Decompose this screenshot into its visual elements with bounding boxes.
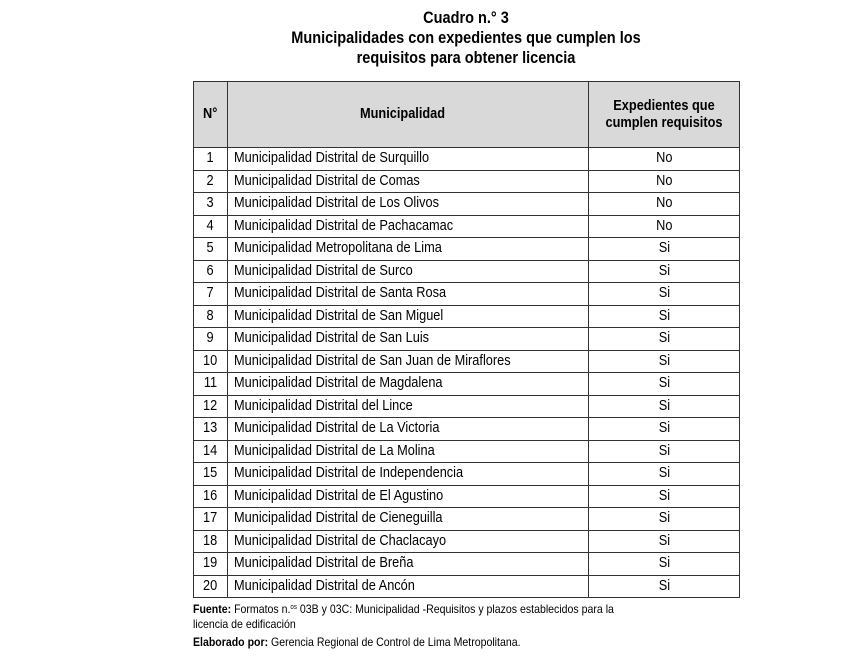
row-number: 3: [206, 195, 214, 212]
row-number: 14: [203, 442, 218, 459]
table-row: [194, 440, 740, 463]
source-note-line-2: licencia de edificación: [193, 617, 296, 631]
row-municipalidad-cell: [227, 418, 588, 441]
row-cumple: Si: [658, 442, 670, 459]
table-row: [194, 215, 740, 238]
row-cumple: Si: [658, 262, 670, 279]
row-cumple-cell: [588, 418, 739, 441]
prepared-by-text: Gerencia Regional de Control de Lima Metropolitana.: [271, 635, 521, 649]
row-cumple-cell: [588, 328, 739, 351]
row-municipalidad: Municipalidad Distrital de Chaclacayo: [233, 532, 446, 549]
row-municipalidad: Municipalidad Metropolitana de Lima: [233, 240, 442, 257]
row-municipalidad: Municipalidad Distrital de San Luis: [233, 330, 429, 347]
row-cumple: No: [655, 172, 673, 189]
table-row: [194, 553, 740, 576]
row-number: 18: [203, 532, 218, 549]
row-number: 16: [203, 487, 218, 504]
table-row: [194, 485, 740, 508]
row-municipalidad-cell: [227, 350, 588, 373]
row-municipalidad: Municipalidad Distrital de Ancón: [233, 577, 415, 594]
row-number-cell: [194, 508, 228, 531]
row-cumple-cell: [588, 350, 739, 373]
table-row: [194, 508, 740, 531]
row-municipalidad: Municipalidad Distrital de Magdalena: [233, 375, 443, 392]
row-number: 4: [206, 217, 214, 234]
row-number-cell: [194, 530, 228, 553]
table-row: [194, 418, 740, 441]
row-cumple-cell: [588, 440, 739, 463]
row-cumple: Si: [658, 307, 670, 324]
row-municipalidad: Municipalidad Distrital de La Victoria: [233, 420, 440, 437]
row-number-cell: [194, 305, 228, 328]
row-cumple: Si: [658, 510, 670, 527]
row-number: 12: [203, 397, 218, 414]
row-number: 2: [206, 172, 214, 189]
row-municipalidad-cell: [227, 508, 588, 531]
row-cumple: Si: [658, 487, 670, 504]
row-number-cell: [194, 373, 228, 396]
row-municipalidad-cell: [227, 485, 588, 508]
row-number-cell: [194, 148, 228, 171]
row-cumple: No: [655, 195, 673, 212]
header-municipalidad: Municipalidad: [227, 82, 588, 148]
table-row: [194, 260, 740, 283]
row-municipalidad: Municipalidad Distrital de El Agustino: [233, 487, 443, 504]
row-number-cell: [194, 170, 228, 193]
row-cumple-cell: [588, 170, 739, 193]
row-municipalidad-cell: [227, 395, 588, 418]
row-cumple: No: [655, 150, 673, 167]
row-cumple-cell: [588, 193, 739, 216]
row-cumple: Si: [658, 532, 670, 549]
table-row: [194, 170, 740, 193]
row-municipalidad-cell: [227, 463, 588, 486]
row-municipalidad-cell: [227, 170, 588, 193]
row-number-cell: [194, 193, 228, 216]
row-cumple-cell: [588, 485, 739, 508]
row-cumple: No: [655, 217, 673, 234]
row-number: 7: [206, 285, 214, 302]
row-municipalidad-cell: [227, 193, 588, 216]
row-cumple-cell: [588, 395, 739, 418]
row-cumple: Si: [658, 240, 670, 257]
source-label: Fuente:: [193, 602, 232, 616]
row-cumple: Si: [658, 352, 670, 369]
row-number: 10: [203, 352, 218, 369]
row-municipalidad: Municipalidad Distrital del Lince: [233, 397, 413, 414]
row-number-cell: [194, 463, 228, 486]
row-number: 11: [203, 375, 217, 392]
row-cumple: Si: [658, 577, 670, 594]
row-cumple-cell: [588, 283, 739, 306]
row-cumple-cell: [588, 373, 739, 396]
table-row: [194, 148, 740, 171]
row-municipalidad: Municipalidad Distrital de Surquillo: [233, 150, 429, 167]
row-number-cell: [194, 440, 228, 463]
row-municipalidad-cell: [227, 283, 588, 306]
row-municipalidad: Municipalidad Distrital de Cieneguilla: [233, 510, 443, 527]
row-municipalidad-cell: [227, 215, 588, 238]
row-cumple: Si: [658, 555, 670, 572]
row-municipalidad-cell: [227, 440, 588, 463]
row-municipalidad-cell: [227, 148, 588, 171]
row-number: 1: [206, 150, 214, 167]
row-number: 9: [206, 330, 214, 347]
row-number: 20: [203, 577, 218, 594]
row-number-cell: [194, 395, 228, 418]
table-row: [194, 193, 740, 216]
row-cumple-cell: [588, 148, 739, 171]
row-number-cell: [194, 575, 228, 598]
header-expedientes: [588, 82, 739, 148]
table-row: [194, 328, 740, 351]
table-row: [194, 350, 740, 373]
table-row: [194, 463, 740, 486]
row-number: 15: [203, 465, 218, 482]
row-number-cell: [194, 553, 228, 576]
prepared-by-label: Elaborado por:: [193, 635, 269, 649]
table-row: [194, 395, 740, 418]
table-row: [194, 238, 740, 261]
row-cumple-cell: [588, 305, 739, 328]
source-text-b: 03B y 03C: Municipalidad -Requisitos y plazos establecidos para la: [299, 602, 614, 616]
row-cumple-cell: [588, 508, 739, 531]
table-title-line-2: requisitos para obtener licencia: [356, 49, 576, 67]
row-cumple-cell: [588, 215, 739, 238]
row-municipalidad-cell: [227, 328, 588, 351]
row-number: 6: [206, 262, 214, 279]
row-municipalidad-cell: [227, 238, 588, 261]
row-number-cell: [194, 350, 228, 373]
row-municipalidad-cell: [227, 373, 588, 396]
row-cumple-cell: [588, 575, 739, 598]
row-cumple: Si: [658, 397, 670, 414]
row-cumple: Si: [658, 330, 670, 347]
table-header-row: [194, 82, 740, 148]
source-superscript: os: [290, 604, 297, 611]
row-cumple: Si: [658, 420, 670, 437]
row-number-cell: [194, 283, 228, 306]
row-municipalidad: Municipalidad Distrital de Breña: [233, 555, 414, 572]
row-cumple-cell: [588, 238, 739, 261]
row-municipalidad: Municipalidad Distrital de San Juan de Miraflores: [233, 352, 511, 369]
header-expedientes-text: Expedientes que cumplen requisitos: [605, 97, 723, 131]
header-number: N°: [194, 82, 228, 148]
source-text-a: Formatos n.: [234, 602, 291, 616]
row-cumple-cell: [588, 260, 739, 283]
row-number: 8: [206, 307, 214, 324]
row-municipalidad: Municipalidad Distrital de Santa Rosa: [233, 285, 446, 302]
row-cumple: Si: [658, 465, 670, 482]
row-municipalidad: Municipalidad Distrital de Surco: [233, 262, 413, 279]
row-number-cell: [194, 260, 228, 283]
prepared-by-note: [193, 634, 721, 651]
row-municipalidad: Municipalidad Distrital de Pachacamac: [233, 217, 453, 234]
row-municipalidad-cell: [227, 530, 588, 553]
row-municipalidad-cell: [227, 305, 588, 328]
table-row: [194, 373, 740, 396]
row-municipalidad-cell: [227, 575, 588, 598]
table-row: [194, 305, 740, 328]
table-row: [194, 530, 740, 553]
row-municipalidad-cell: [227, 553, 588, 576]
row-cumple: Si: [658, 375, 670, 392]
row-number-cell: [194, 215, 228, 238]
row-municipalidad: Municipalidad Distrital de Independencia: [233, 465, 463, 482]
row-municipalidad: Municipalidad Distrital de San Miguel: [233, 307, 443, 324]
row-number-cell: [194, 328, 228, 351]
row-number-cell: [194, 485, 228, 508]
table-title-line-1: Municipalidades con expedientes que cumplen los: [291, 29, 641, 47]
row-cumple-cell: [588, 530, 739, 553]
row-municipalidad: Municipalidad Distrital de Los Olivos: [233, 195, 439, 212]
row-cumple-cell: [588, 553, 739, 576]
row-number: 13: [203, 420, 218, 437]
table-row: [194, 575, 740, 598]
row-number-cell: [194, 238, 228, 261]
row-municipalidad: Municipalidad Distrital de La Molina: [233, 442, 435, 459]
row-number-cell: [194, 418, 228, 441]
table-number: Cuadro n.° 3: [423, 9, 509, 27]
row-cumple-cell: [588, 463, 739, 486]
row-number: 5: [206, 240, 214, 257]
row-cumple: Si: [658, 285, 670, 302]
row-municipalidad: Municipalidad Distrital de Comas: [233, 172, 420, 189]
row-number: 19: [203, 555, 218, 572]
municipalities-table: [193, 81, 740, 598]
row-municipalidad-cell: [227, 260, 588, 283]
row-number: 17: [203, 510, 218, 527]
table-row: [194, 283, 740, 306]
